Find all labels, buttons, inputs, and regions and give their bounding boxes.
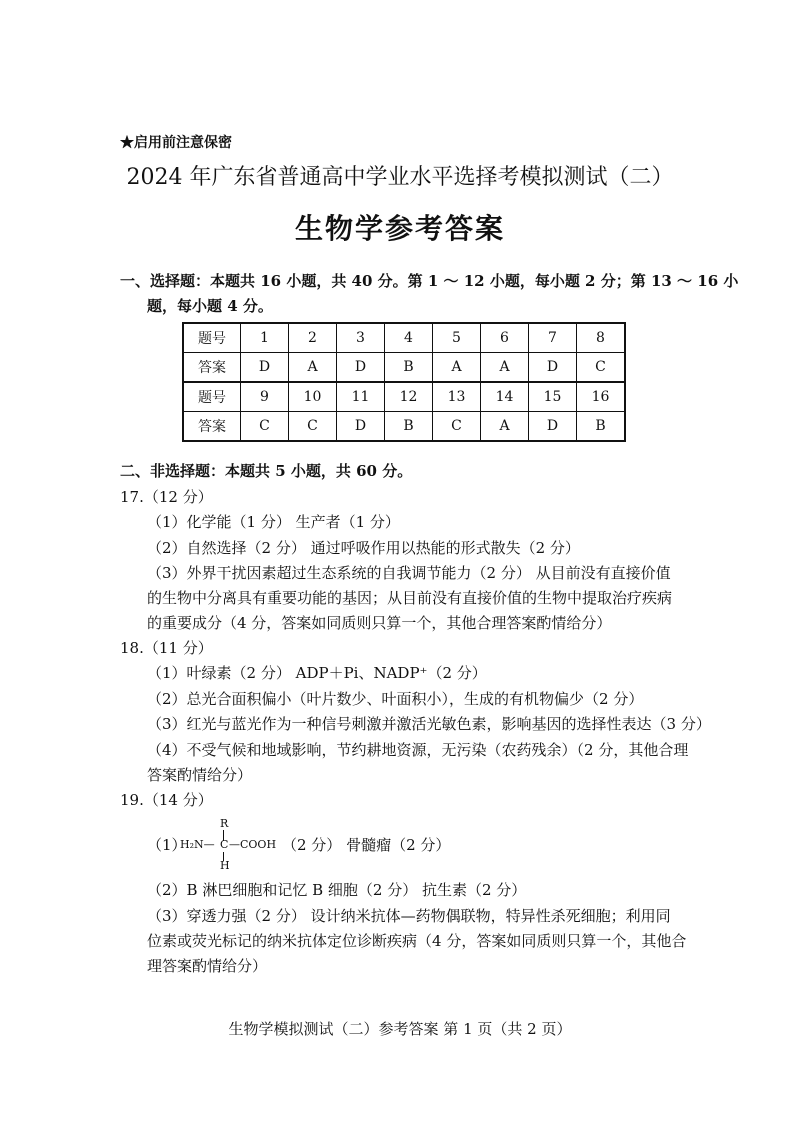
q18-part1: （1）叶绿素（2 分） ADP＋Pi、NADP⁺（2 分） [147, 664, 487, 682]
q18-heading: 18.（11 分） [120, 639, 213, 657]
row-label: 答案 [183, 412, 241, 442]
answer-table-row [183, 382, 625, 412]
question-number: 12 [385, 382, 433, 412]
question-number: 16 [577, 382, 626, 412]
question-number: 11 [337, 382, 385, 412]
q18-part4-line1: （4）不受气候和地域影响，节约耕地资源，无污染（农药残余）（2 分，其他合理 [147, 741, 689, 759]
question-number: 5 [433, 323, 481, 353]
q17-part1: （1）化学能（1 分） 生产者（1 分） [147, 513, 400, 531]
answer-cell: D [337, 412, 385, 442]
answer-cell: D [529, 412, 577, 442]
question-number: 10 [289, 382, 337, 412]
row-label: 题号 [183, 382, 241, 412]
answer-cell: D [529, 353, 577, 383]
answer-cell: B [385, 353, 433, 383]
section2-title: 二、非选择题：本题共 5 小题，共 60 分。 [120, 462, 413, 480]
section1-instructions-line1: 一、选择题：本题共 16 小题，共 40 分。第 1 ～ 12 小题，每小题 2 分；第 13 ～ 16 小 [120, 272, 739, 290]
q18-part3: （3）红光与蓝光作为一种信号刺激并激活光敏色素，影响基因的选择性表达（3 分） [147, 715, 711, 733]
q19-part1-rest: （2 分） 骨髓瘤（2 分） [282, 836, 451, 854]
structure-carboxyl-group: —COOH [229, 838, 277, 851]
q17-part3-line1: （3）外界干扰因素超过生态系统的自我调节能力（2 分） 从目前没有直接价值 [147, 564, 671, 582]
question-number: 3 [337, 323, 385, 353]
page-footer: 生物学模拟测试（二）参考答案 第 1 页（共 2 页） [228, 1020, 572, 1038]
q19-part1-prefix: （1） [147, 836, 187, 854]
q19-part3-line2: 位素或荧光标记的纳米抗体定位诊断疾病（4 分，答案如同质则只算一个，其他合 [147, 932, 687, 950]
question-number: 2 [289, 323, 337, 353]
q19-heading: 19.（14 分） [120, 791, 213, 809]
amino-acid-structure [180, 817, 280, 873]
structure-h-atom: H [220, 859, 230, 872]
document-title: 生物学参考答案 [294, 212, 505, 245]
structure-amino-group: H₂N— [180, 838, 215, 851]
question-number: 6 [481, 323, 529, 353]
row-label: 答案 [183, 353, 241, 383]
question-number: 14 [481, 382, 529, 412]
answer-cell: A [481, 412, 529, 442]
answer-cell: D [337, 353, 385, 383]
question-number: 13 [433, 382, 481, 412]
answer-cell: C [433, 412, 481, 442]
question-number: 1 [241, 323, 289, 353]
q19-part3-line1: （3）穿透力强（2 分） 设计纳米抗体—药物偶联物，特异性杀死细胞；利用同 [147, 907, 671, 925]
answer-cell: B [385, 412, 433, 442]
answer-cell: A [433, 353, 481, 383]
q18-part4-line2: 答案酌情给分） [147, 766, 253, 784]
q17-part3-line2: 的生物中分离具有重要功能的基因；从目前没有直接价值的生物中提取治疗疾病 [147, 589, 673, 607]
question-number: 9 [241, 382, 289, 412]
answer-cell: C [241, 412, 289, 442]
q17-heading: 17.（12 分） [120, 488, 213, 506]
structure-alpha-carbon: C [220, 838, 229, 851]
confidential-notice: ★启用前注意保密 [120, 135, 232, 151]
answer-cell: B [577, 412, 626, 442]
q17-part2: （2）自然选择（2 分） 通过呼吸作用以热能的形式散失（2 分） [147, 539, 580, 557]
answer-cell: D [241, 353, 289, 383]
answer-cell: C [577, 353, 626, 383]
section1-instructions-line2: 题，每小题 4 分。 [147, 297, 273, 315]
answer-table-row [183, 323, 625, 353]
structure-r-group: R [220, 817, 229, 830]
answer-table-row [183, 412, 625, 442]
exam-title: 2024 年广东省普通高中学业水平选择考模拟测试（二） [126, 165, 674, 190]
question-number: 4 [385, 323, 433, 353]
q17-part3-line3: 的重要成分（4 分，答案如同质则只算一个，其他合理答案酌情给分） [147, 614, 612, 632]
answer-table-row [183, 353, 625, 383]
q19-part2: （2）B 淋巴细胞和记忆 B 细胞（2 分） 抗生素（2 分） [147, 881, 527, 899]
answer-cell: C [289, 412, 337, 442]
question-number: 8 [577, 323, 626, 353]
q19-part3-line3: 理答案酌情给分） [147, 957, 268, 975]
answer-cell: A [481, 353, 529, 383]
question-number: 15 [529, 382, 577, 412]
answer-table [182, 322, 626, 442]
answer-cell: A [289, 353, 337, 383]
question-number: 7 [529, 323, 577, 353]
row-label: 题号 [183, 323, 241, 353]
q18-part2: （2）总光合面积偏小（叶片数少、叶面积小），生成的有机物偏少（2 分） [147, 690, 644, 708]
